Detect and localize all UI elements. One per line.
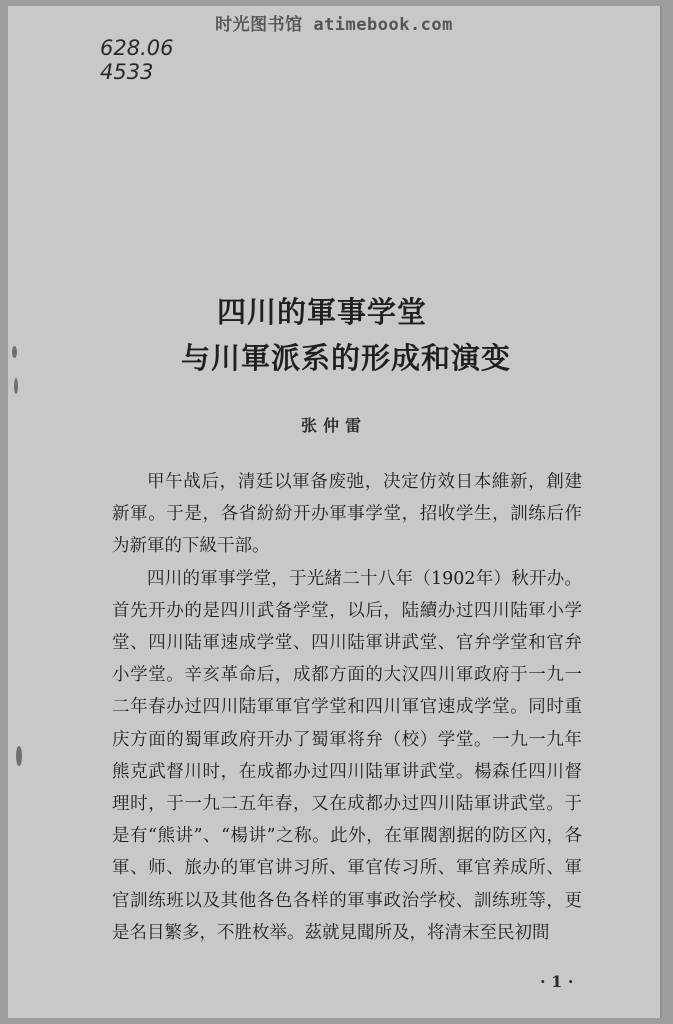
call-number-line-1: 628.06 (100, 36, 174, 60)
paper-speck (16, 746, 22, 766)
paragraph-1: 甲午战后，清廷以軍备废弛，决定仿效日本維新，創建新軍。于是，各省紛紛开办軍事学堂，招收学生，訓练后作为新軍的下級干部。 (112, 472, 582, 557)
author-name: 张仲雷 (300, 416, 367, 435)
call-number-line-2: 4533 (100, 60, 154, 84)
document-page (8, 6, 660, 1018)
title-line-2: 与川軍派系的形成和演变 (180, 341, 511, 375)
handwritten-call-number (100, 36, 173, 84)
body-text (112, 466, 582, 949)
page-number: · 1 · (540, 972, 574, 991)
title-line-1: 四川的軍事学堂 (216, 295, 427, 329)
watermark: 时光图书馆 atimebook.com (215, 15, 453, 35)
paper-speck (14, 378, 18, 394)
paper-speck (12, 346, 17, 358)
paragraph-2: 四川的軍事学堂，于光緒二十八年（1902年）秋开办。首先开办的是四川武备学堂，以后，陆續办过四川陆軍小学堂、四川陆軍速成学堂、四川陆軍讲武堂、官弁学堂和官弁小学堂。辛亥革命后，成都方面的大汉四川軍政府于一九一二年春办过四川陆軍軍官学堂和四川軍官速成学堂。同时重庆方面的蜀軍政府开办了蜀軍将弁（校）学堂。一九一九年熊克武督川时，在成都办过四川陆軍讲武堂。楊森任四川督理时，于一九二五年春，又在成都办过四川陆軍讲武堂。于是有“熊讲”、“楊讲”之称。此外，在軍閥割据的防区內，各軍、师、旅办的軍官讲习所、軍官传习所、軍官养成所、軍官訓练班以及其他各色各样的軍事政治学校、訓练班等，更是名目繁多，不胜枚举。茲就見聞所及，将清末至民初間 (112, 568, 582, 943)
